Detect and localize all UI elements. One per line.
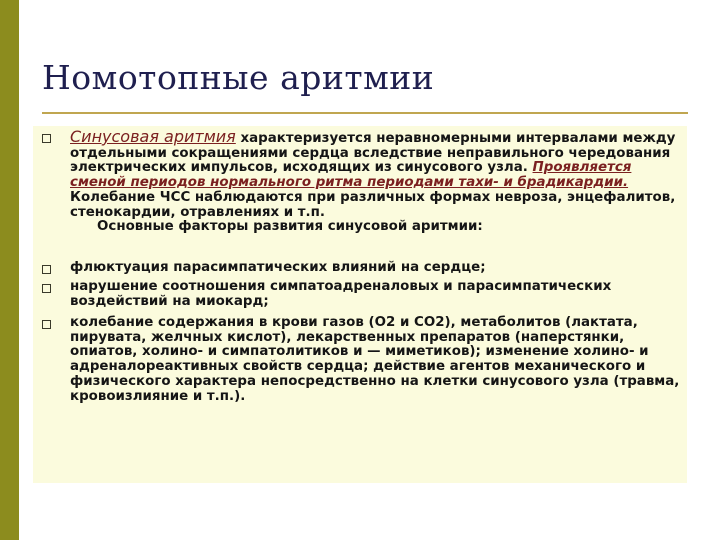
bullet-item-fluctuation: флюктуация парасимпатических влияний на сердце; <box>70 260 486 275</box>
bullet-item-sinus-arrhythmia <box>70 127 682 235</box>
bullet-item-imbalance: нарушение соотношения симпатоадреналовых и парасимпатических воздействий на миокард; <box>70 279 612 309</box>
factors-subheading: Основные факторы развития синусовой аритмии: <box>97 219 483 235</box>
item1-definition: характеризуется неравномерными интервалами между отдельными сокращениями сердца вследствие неправильного чередования электрических импульсов, исходящих из синусового узла. <box>70 131 676 176</box>
bullet-square-icon <box>42 320 51 329</box>
term-sinus-arrhythmia: Синусовая аритмия <box>70 127 236 146</box>
left-accent-bar <box>0 0 19 540</box>
item1-heart-rate-note: Колебание ЧСС наблюдаются при различных формах невроза, энцефалитов, стенокардии, отравлениях и т.п. <box>70 189 676 220</box>
bullet-square-icon <box>42 265 51 274</box>
bullet-square-icon <box>42 284 51 293</box>
title-divider <box>42 112 688 114</box>
item1-emphasis: Проявляется сменой периодов нормального ритма периодами тахи- и брадикардии. <box>70 160 632 191</box>
bullet-square-icon <box>42 134 51 143</box>
bullet-item-blood-content: колебание содержания в крови газов (О2 и СО2), метаболитов (лактата, пирувата, желчных кислот), лекарственных препаратов (наперстянки, опиатов, холино- и симпатолитиков и — миметиков); изменение холино- и адреналореактивных свойств сердца; действие агентов механического и физического характера непосредственно на клетки синусового узла (травма, кровоизлияние и т.п.). <box>70 315 680 404</box>
slide-title: Номотопные аритмии <box>42 58 435 97</box>
